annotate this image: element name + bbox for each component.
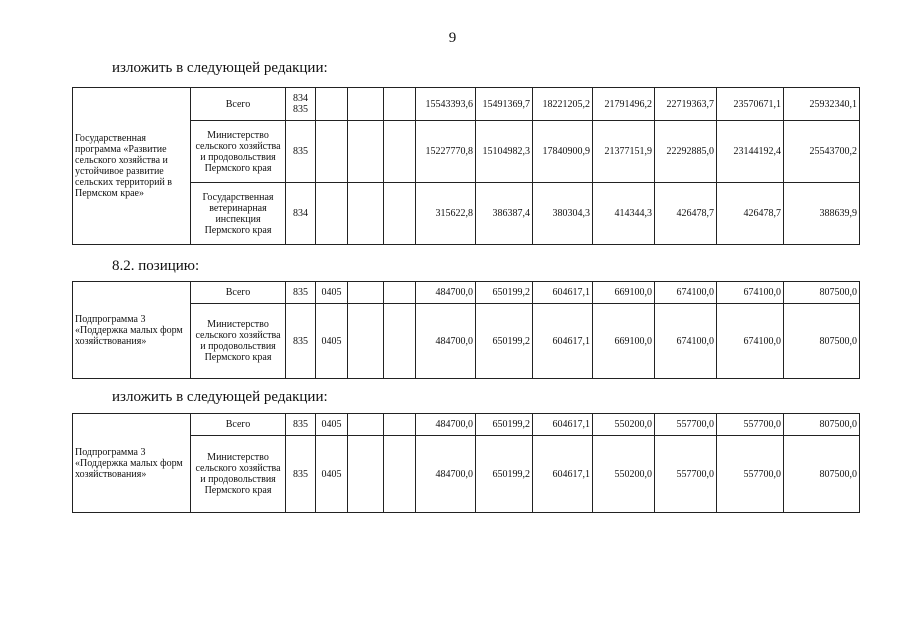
executor-cell: Всего: [191, 282, 286, 304]
amount-cell: 25543700,2: [784, 121, 860, 183]
code-cell: [384, 88, 416, 121]
section-heading: изложить в следующей редакции:: [112, 389, 328, 405]
budget-table: [72, 281, 860, 379]
section-code-cell: [316, 183, 348, 245]
table-row: [73, 88, 860, 121]
amount-cell: 315622,8: [416, 183, 476, 245]
administrator-code-cell: 835: [286, 121, 316, 183]
section-code-cell: [316, 121, 348, 183]
amount-cell: 674100,0: [655, 304, 717, 379]
amount-cell: 386387,4: [476, 183, 533, 245]
section-code-cell: 0405: [316, 282, 348, 304]
administrator-code-cell: 835: [286, 436, 316, 513]
amount-cell: 674100,0: [717, 304, 784, 379]
table-row: [73, 282, 860, 304]
amount-cell: 674100,0: [655, 282, 717, 304]
administrator-code-cell: 834 835: [286, 88, 316, 121]
amount-cell: 669100,0: [593, 304, 655, 379]
administrator-code-cell: 835: [286, 414, 316, 436]
amount-cell: 380304,3: [533, 183, 593, 245]
code-cell: [384, 414, 416, 436]
amount-cell: 15491369,7: [476, 88, 533, 121]
amount-cell: 15543393,6: [416, 88, 476, 121]
amount-cell: 484700,0: [416, 436, 476, 513]
executor-cell: Министерство сельского хозяйства и продовольствия Пермского края: [191, 304, 286, 379]
amount-cell: 15104982,3: [476, 121, 533, 183]
amount-cell: 557700,0: [717, 414, 784, 436]
code-cell: [384, 282, 416, 304]
amount-cell: 484700,0: [416, 282, 476, 304]
executor-cell: Государственная ветеринарная инспекция Пермского края: [191, 183, 286, 245]
administrator-code-cell: 835: [286, 282, 316, 304]
administrator-code-cell: 835: [286, 304, 316, 379]
amount-cell: 557700,0: [655, 414, 717, 436]
amount-cell: 21377151,9: [593, 121, 655, 183]
amount-cell: 604617,1: [533, 414, 593, 436]
amount-cell: 23144192,4: [717, 121, 784, 183]
amount-cell: 807500,0: [784, 414, 860, 436]
amount-cell: 674100,0: [717, 282, 784, 304]
amount-cell: 484700,0: [416, 304, 476, 379]
section-code-cell: [316, 88, 348, 121]
table-row: [73, 121, 860, 183]
section-code-cell: 0405: [316, 414, 348, 436]
amount-cell: 550200,0: [593, 436, 655, 513]
amount-cell: 18221205,2: [533, 88, 593, 121]
code-cell: [348, 282, 384, 304]
amount-cell: 25932340,1: [784, 88, 860, 121]
amount-cell: 557700,0: [655, 436, 717, 513]
code-cell: [348, 414, 384, 436]
page-number: 9: [448, 30, 457, 46]
amount-cell: 22719363,7: [655, 88, 717, 121]
amount-cell: 650199,2: [476, 436, 533, 513]
executor-cell: Всего: [191, 88, 286, 121]
table-row: [73, 304, 860, 379]
code-cell: [384, 304, 416, 379]
executor-cell: Министерство сельского хозяйства и продовольствия Пермского края: [191, 436, 286, 513]
section-code-cell: 0405: [316, 304, 348, 379]
section-heading: 8.2. позицию:: [112, 258, 200, 274]
amount-cell: 807500,0: [784, 282, 860, 304]
budget-table: [72, 413, 860, 513]
amount-cell: 807500,0: [784, 436, 860, 513]
amount-cell: 807500,0: [784, 304, 860, 379]
amount-cell: 484700,0: [416, 414, 476, 436]
amount-cell: 604617,1: [533, 282, 593, 304]
code-cell: [348, 121, 384, 183]
administrator-code-cell: 834: [286, 183, 316, 245]
code-cell: [348, 88, 384, 121]
table-row: [73, 414, 860, 436]
table-row: [73, 436, 860, 513]
amount-cell: 669100,0: [593, 282, 655, 304]
amount-cell: 414344,3: [593, 183, 655, 245]
amount-cell: 650199,2: [476, 304, 533, 379]
budget-table: [72, 87, 860, 245]
code-cell: [348, 183, 384, 245]
amount-cell: 604617,1: [533, 436, 593, 513]
program-name-cell: Подпрограмма 3 «Поддержка малых форм хозяйствования»: [73, 282, 191, 379]
program-name-cell: Государственная программа «Развитие сельского хозяйства и устойчивое развитие сельских территорий в Пермском крае»: [73, 88, 191, 245]
code-cell: [384, 121, 416, 183]
program-name-cell: Подпрограмма 3 «Поддержка малых форм хозяйствования»: [73, 414, 191, 513]
executor-cell: Министерство сельского хозяйства и продовольствия Пермского края: [191, 121, 286, 183]
section-code-cell: 0405: [316, 436, 348, 513]
amount-cell: 388639,9: [784, 183, 860, 245]
code-cell: [348, 436, 384, 513]
amount-cell: 550200,0: [593, 414, 655, 436]
table-row: [73, 183, 860, 245]
amount-cell: 21791496,2: [593, 88, 655, 121]
amount-cell: 22292885,0: [655, 121, 717, 183]
amount-cell: 17840900,9: [533, 121, 593, 183]
amount-cell: 604617,1: [533, 304, 593, 379]
code-cell: [384, 183, 416, 245]
amount-cell: 426478,7: [717, 183, 784, 245]
code-cell: [384, 436, 416, 513]
amount-cell: 23570671,1: [717, 88, 784, 121]
executor-cell: Всего: [191, 414, 286, 436]
code-cell: [348, 304, 384, 379]
amount-cell: 650199,2: [476, 414, 533, 436]
section-heading: изложить в следующей редакции:: [112, 60, 328, 76]
amount-cell: 15227770,8: [416, 121, 476, 183]
amount-cell: 557700,0: [717, 436, 784, 513]
amount-cell: 650199,2: [476, 282, 533, 304]
amount-cell: 426478,7: [655, 183, 717, 245]
